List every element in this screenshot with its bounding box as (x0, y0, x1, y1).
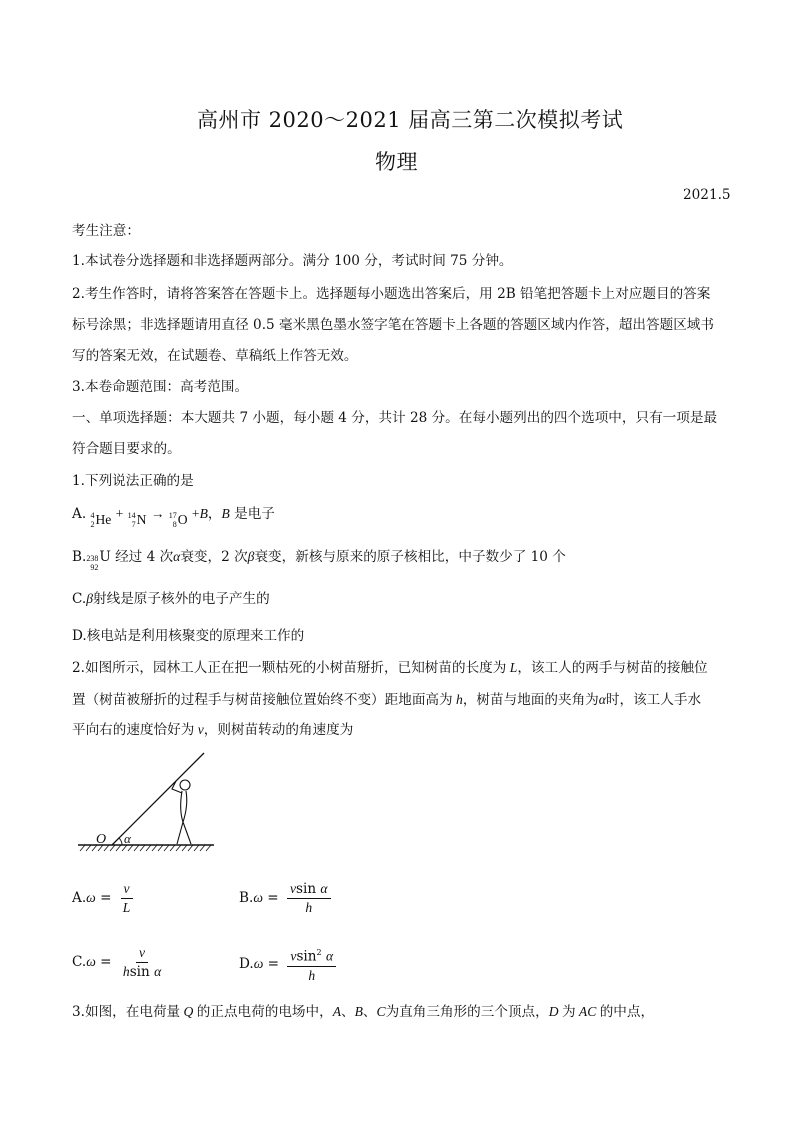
q3-l1d: 为 (561, 1004, 576, 1020)
q3-l1e: 的中点， (599, 1004, 655, 1020)
q1-option-a-label: A. (72, 506, 87, 522)
notice-heading: 考生注意： (72, 223, 140, 239)
q2-l2b: ，树苗与地面的夹角为 (462, 692, 599, 708)
nuclear-reaction-equation: 4 2 He (90, 511, 112, 529)
q3-l1c: 为直角三角形的三个顶点， (385, 1004, 549, 1020)
q2-stem-line-2: 置（树苗被掰折的过程手与树苗接触位置始终不变）距地面高为 h，树苗与地面的夹角为α时，该工人手水 (72, 692, 702, 708)
q2-option-d: D.ω = $\frac{vsin^2 \alpha}{h}$ (239, 945, 336, 984)
q1-option-b-text-2: 衰变，2 次 (180, 549, 248, 565)
angle-arc (119, 838, 122, 845)
worker-figure (172, 780, 191, 844)
exam-date: 2021.5 (683, 187, 731, 203)
q1-option-a: A. 4 2 He + 14 7 N → 17 8 O +B，B 是电子 (72, 506, 275, 529)
q1-stem: 1.下列说法正确的是 (72, 473, 194, 489)
section-1-heading-line-1: 一、单项选择题：本大题共 7 小题，每小题 4 分，共计 28 分。在每小题列出的四个选项中，只有一项是最 (72, 410, 718, 426)
q3-l1a: 3.如图，在电荷量 (72, 1004, 181, 1020)
q2-l1a: 2.如图所示，园林工人正在把一颗枯死的小树苗掰折，已知树苗的长度为 (72, 660, 507, 676)
q1-option-d: D.核电站是利用核聚变的原理来工作的 (72, 628, 305, 644)
q2-option-c-label: C. (72, 954, 87, 970)
notice-item-2-line-1: 2.考生作答时，请将答案答在答题卡上。选择题每小题选出答案后，用 2B 铅笔把答题卡上对应题目的答案 (72, 286, 711, 302)
q2-option-b-label: B. (239, 890, 254, 906)
q1-option-c-label: C. (72, 591, 87, 607)
notice-item-2-line-2: 标号涂黑；非选择题请用直径 0.5 毫米黑色墨水签字笔在答题卡上各题的答题区域内作答，超出答题区域书 (72, 317, 714, 333)
q2-l3a: 平向右的速度恰好为 (72, 722, 195, 738)
notice-item-1: 1.本试卷分选择题和非选择题两部分。满分 100 分，考试时间 75 分钟。 (72, 253, 513, 269)
notice-item-2-line-3: 写的答案无效，在试题卷、草稿纸上作答无效。 (72, 348, 358, 364)
q3-l1b: 的正点电荷的电场中， (196, 1004, 333, 1020)
q2-stem-line-1: 2.如图所示，园林工人正在把一颗枯死的小树苗掰折，已知树苗的长度为 L，该工人的两手与树苗的接触位 (72, 660, 708, 676)
q3-stem-line-1: 3.如图，在电荷量 Q 的正点电荷的电场中，A、B、C为直角三角形的三个顶点，D 为 AC 的中点， (72, 1004, 655, 1020)
q2-l3b: ，则树苗转动的角速度为 (203, 722, 354, 738)
q1-option-b-text-3: 衰变，新核与原来的原子核相比，中子数少了 10 个 (254, 549, 566, 565)
q1-option-b-text-1: U 经过 4 次 (99, 549, 174, 565)
q2-option-a: A.ω = $\frac{v}{L}$ (72, 881, 133, 916)
q1-option-c: C.β射线是原子核外的电子产生的 (72, 591, 270, 607)
q2-option-d-label: D. (239, 955, 254, 972)
q2-l2a: 置（树苗被掰折的过程手与树苗接触位置始终不变）距地面高为 (72, 692, 453, 708)
q2-figure (76, 748, 216, 858)
q2-option-a-label: A. (72, 890, 87, 906)
q1-option-b: B. 238 92 U 经过 4 次α衰变，2 次β衰变，新核与原来的原子核相比，中子数少了 10 个 (72, 549, 566, 572)
q2-option-b: B.ω = $\frac{\text{vsin α}}{h}$ (239, 881, 331, 916)
subject-title: 物理 (375, 150, 418, 174)
section-1-heading-line-2: 符合题目要求的。 (72, 441, 181, 457)
angle-label-alpha: α (124, 831, 131, 846)
notice-item-3: 3.本卷命题范围：高考范围。 (72, 379, 249, 395)
q2-l2c: 时，该工人手水 (605, 692, 702, 708)
q2-l1b: ，该工人的两手与树苗的接触位 (517, 660, 708, 676)
exam-title: 高州市 2020～2021 届高三第二次模拟考试 (197, 108, 624, 132)
q1-option-c-text: 射线是原子核外的电子产生的 (93, 591, 270, 607)
q2-option-c: C.ω = $\frac{v}{\text{hsin α}}$ (72, 945, 162, 980)
q1-option-a-tail: 是电子 (234, 506, 275, 522)
origin-label-o: O (96, 832, 107, 847)
q1-option-b-label: B. (72, 549, 87, 565)
q2-stem-line-3: 平向右的速度恰好为 v，则树苗转动的角速度为 (72, 722, 354, 738)
